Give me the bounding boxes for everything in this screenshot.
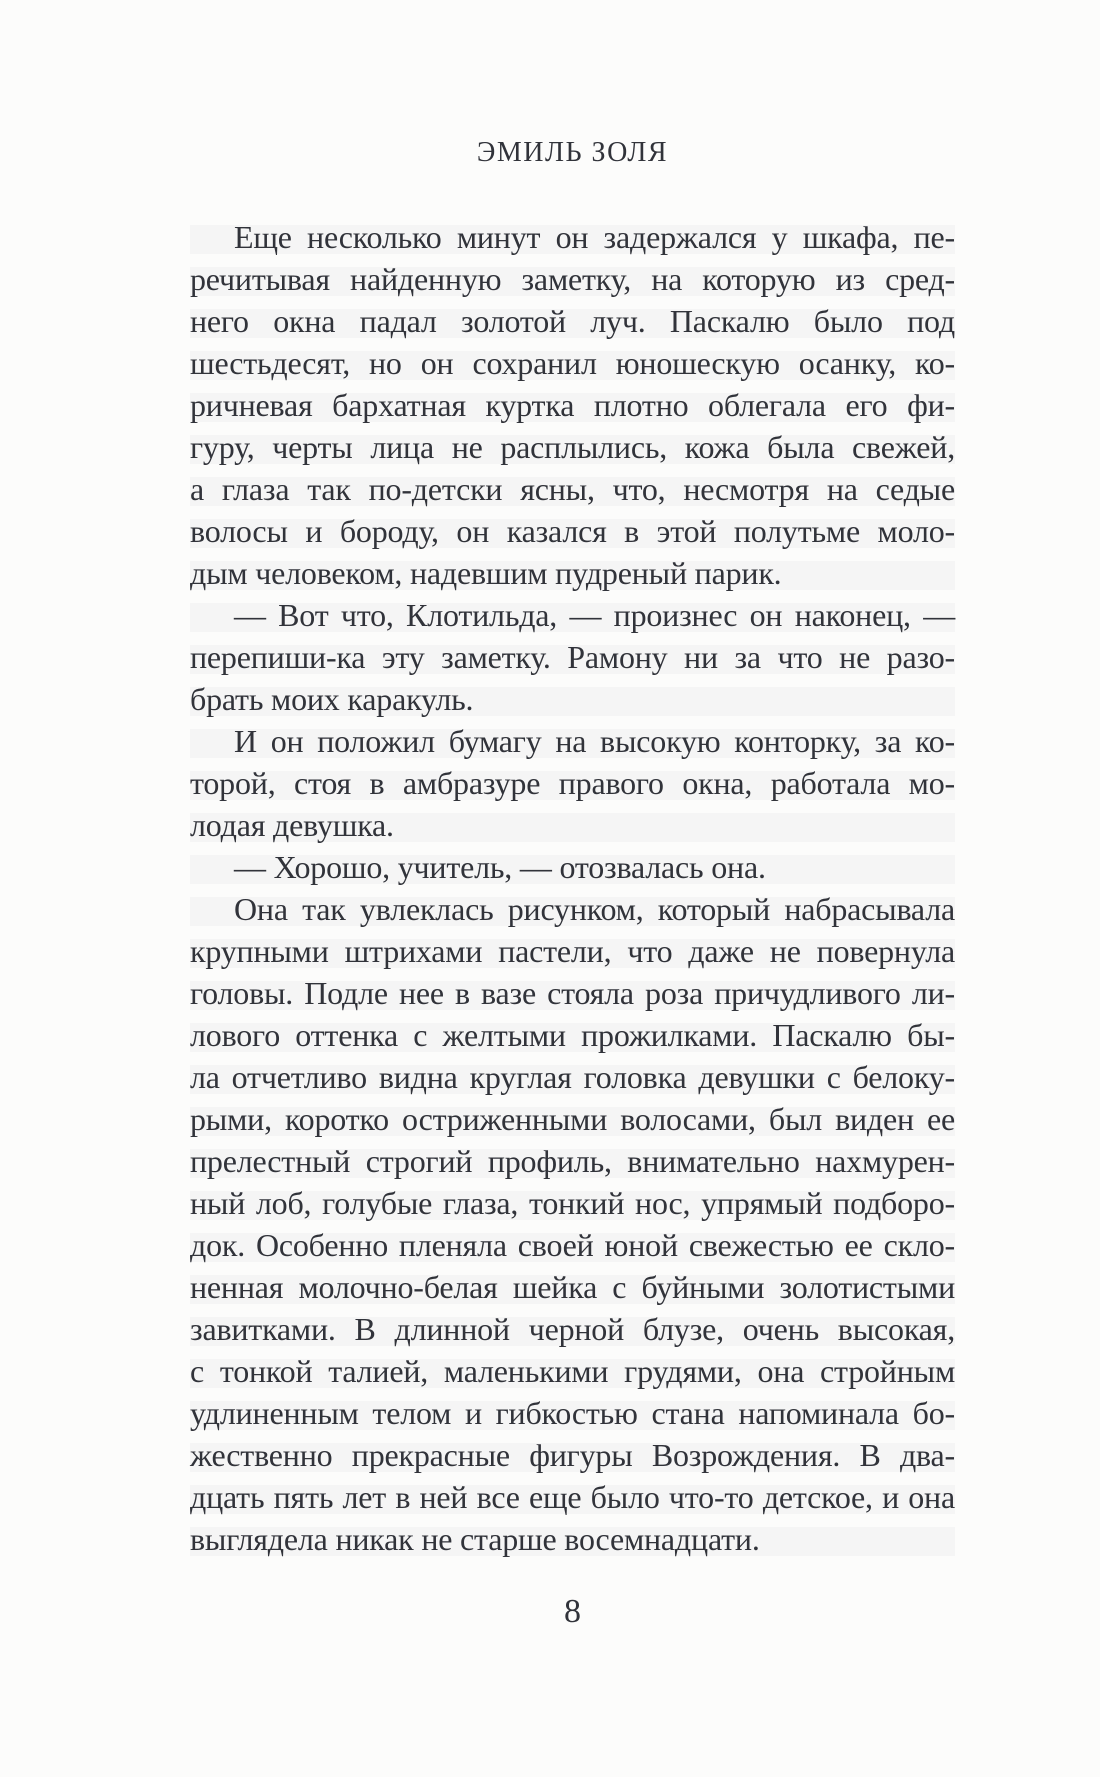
running-head: ЭМИЛЬ ЗОЛЯ [476, 137, 669, 168]
text-line: него окна падал золотой луч. Паскалю было под [190, 303, 955, 339]
text-line: а глаза так по-детски ясны, что, несмотря на седые [190, 471, 955, 507]
text-line: жественно прекрасные фигуры Возрождения. В два- [190, 1437, 955, 1473]
text-line: рыми, коротко остриженными волосами, был виден ее [190, 1101, 955, 1137]
text-line: дцать пять лет в ней все еще было что-то детское, и она [190, 1479, 955, 1515]
text-line: Еще несколько минут он задержался у шкафа, пе- [234, 219, 955, 255]
text-line: волосы и бороду, он казался в этой полутьме моло- [190, 513, 955, 549]
text-line: речитывая найденную заметку, на которую из сред- [190, 261, 955, 297]
text-line: крупными штрихами пастели, что даже не повернула [190, 933, 955, 969]
text-line: док. Особенно пленяла своей юной свежестью ее скло- [190, 1227, 955, 1263]
text-line: головы. Подле нее в вазе стояла роза причудливого ли- [190, 975, 955, 1011]
text-line: Она так увлеклась рисунком, который набрасывала [234, 891, 955, 927]
text-line: перепиши-ка эту заметку. Рамону ни за что не разо- [190, 639, 955, 675]
text-line: — Хорошо, учитель, — отозвалась она. [234, 849, 766, 885]
text-line: ла отчетливо видна круглая головка девушки с белоку- [190, 1059, 955, 1095]
text-line: дым человеком, надевшим пудреный парик. [190, 555, 782, 591]
text-line: завитками. В длинной черной блузе, очень высокая, [190, 1311, 955, 1347]
text-line: торой, стоя в амбразуре правого окна, работала мо- [190, 765, 955, 801]
text-line: лового оттенка с желтыми прожилками. Паскалю бы- [190, 1017, 955, 1053]
text-line: шестьдесят, но он сохранил юношескую осанку, ко- [190, 345, 955, 381]
text-line: удлиненным телом и гибкостью стана напоминала бо- [190, 1395, 955, 1431]
page-number: 8 [564, 1593, 581, 1630]
text-line: прелестный строгий профиль, внимательно нахмурен- [190, 1143, 955, 1179]
text-line: И он положил бумагу на высокую конторку, за ко- [234, 723, 955, 759]
text-body [190, 216, 955, 1560]
text-line: — Вот что, Клотильда, — произнес он наконец, — [234, 597, 955, 633]
text-line: с тонкой талией, маленькими грудями, она стройным [190, 1353, 955, 1389]
text-line: лодая девушка. [190, 807, 394, 843]
text-line: ричневая бархатная куртка плотно облегала его фи- [190, 387, 955, 423]
text-line: ненная молочно-белая шейка с буйными золотистыми [190, 1269, 955, 1305]
text-line: брать моих каракуль. [190, 681, 474, 717]
text-line: гуру, черты лица не расплылись, кожа была свежей, [190, 429, 955, 465]
text-line: выглядела никак не старше восемнадцати. [190, 1521, 760, 1557]
text-line: ный лоб, голубые глаза, тонкий нос, упрямый подборо- [190, 1185, 955, 1221]
